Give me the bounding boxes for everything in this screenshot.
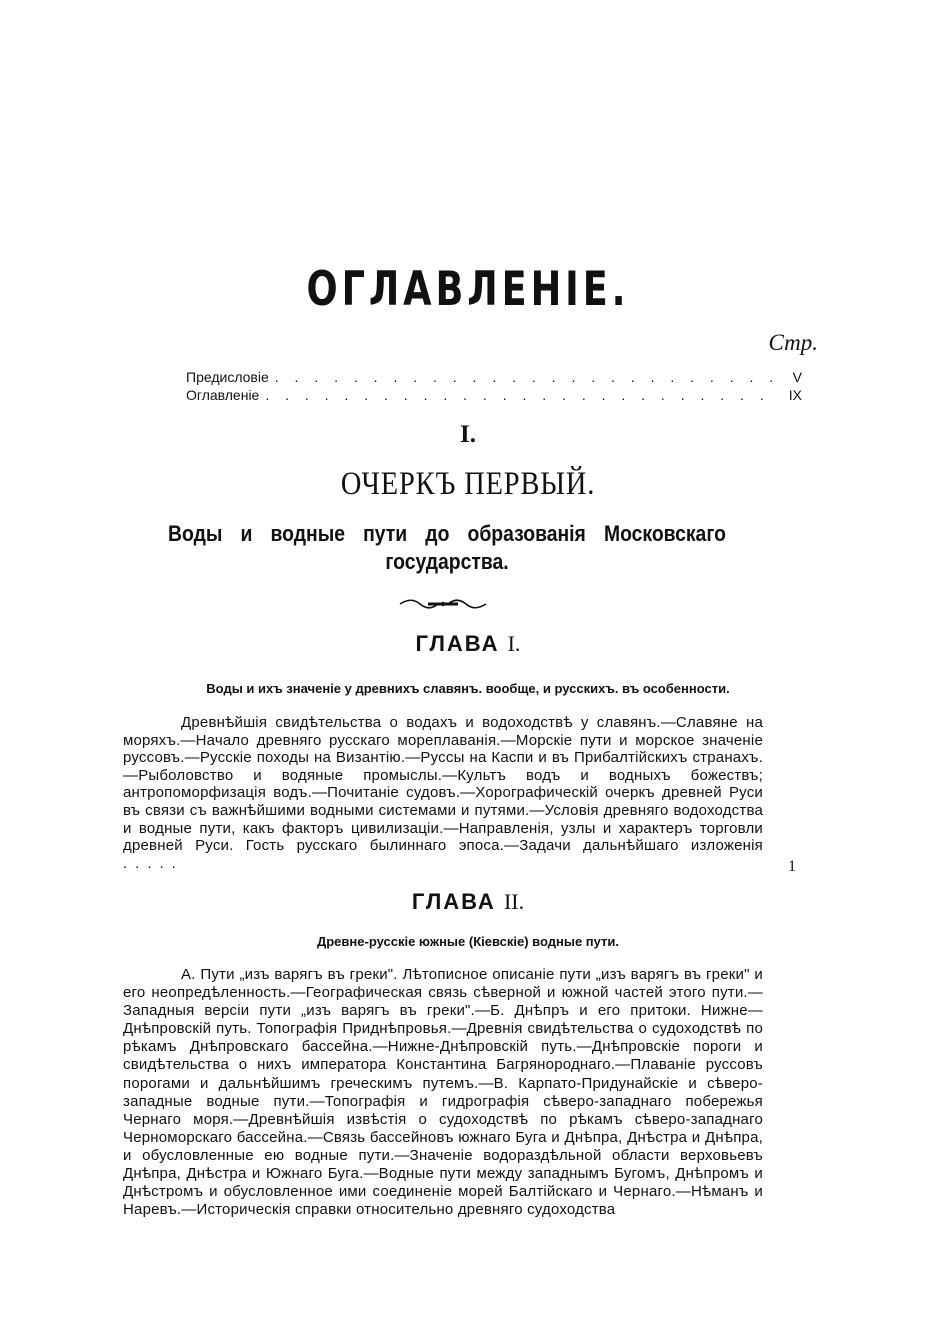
chapter-1-page: 1 — [788, 858, 796, 875]
chapter-1-summary — [123, 714, 763, 872]
toc-entry-page: IX — [788, 387, 802, 403]
toc-entry-label: Предисловіе — [186, 369, 269, 385]
chapter-number: II. — [503, 889, 525, 914]
leader-dots: ..... — [123, 854, 184, 872]
chapter-2-subtitle: Древне-русскіе южные (Кіевскіе) водные пути. — [316, 934, 619, 949]
chapter-label: ГЛАВА — [411, 889, 496, 914]
chapter-1-title — [0, 631, 936, 657]
toc-entry-contents[interactable] — [186, 387, 802, 407]
chapter-1-subtitle: Воды и ихъ значеніе у древнихъ славянъ. вообще, и русскихъ. въ особенности. — [206, 681, 730, 696]
toc-leader-dots — [259, 387, 780, 403]
toc-entry-preface[interactable] — [186, 369, 802, 389]
essay-title: ОЧЕРКЪ ПЕРВЫЙ. — [340, 466, 596, 502]
chapter-label: ГЛАВА — [415, 631, 500, 656]
page-column-label: Стр. — [768, 330, 818, 355]
ornament-divider — [398, 597, 488, 611]
toc-leader-dots — [269, 369, 780, 385]
page-title: ОГЛАВЛЕНІЕ. — [306, 262, 630, 317]
essay-numeral: I. — [460, 421, 476, 448]
chapter-2-title — [0, 889, 936, 915]
essay-subtitle: Воды и водные пути до образованія Московскаго государства. — [168, 521, 726, 574]
toc-entry-page: V — [792, 369, 802, 385]
chapter-2-summary: А. Пути „изъ варягъ въ греки". Лѣтописное описаніе пути „изъ варягъ въ греки" и его неопредѣленность.—Географическая связь сѣверной и южной частей этого пути.—Западныя версіи пути „изъ варягъ въ греки".—Б. Днѣпръ и его притоки. Нижне—Днѣпровскій путь. Топографія Приднѣпровья.—Древнія свидѣтельства о судоходствѣ по рѣкамъ Днѣпровскаго бассейна.—Нижне-Днѣпровскій путь.—Днѣпровскіе пороги и свидѣтельства о нихъ императора Константина Багрянороднаго.—Плаваніе руссовъ порогами и дальнѣйшимъ греческимъ путемъ.—В. Карпато-Придунайскіе и сѣверо-западные водные пути.—Топографія и гидрографія сѣверо-западнаго побережья Чернаго моря.—Древнѣйшія извѣстія о судоходствѣ по рѣкамъ сѣверо-западнаго Черноморскаго бассейна.—Связь бассейновъ южнаго Буга и Днѣпра, Днѣстра и Днѣпра, и обусловленные ею водные пути.—Значеніе водораздѣльной области верховьевъ Днѣпра, Днѣстра и Южнаго Буга.—Водные пути между западнымъ Бугомъ, Днѣпромъ и Днѣстромъ и обусловленное ими соединеніе морей Балтійскаго и Чернаго.—Нѣманъ и Наревъ.—Историческія справки относительно древняго судоходства — [123, 966, 763, 1219]
chapter-1-text: Древнѣйшія свидѣтельства о водахъ и водоходствѣ у славянъ.—Славяне на моряхъ.—Начало древняго русскаго мореплаванія.—Морскіе пути и морское значеніе руссовъ.—Русскіе походы на Византію.—Руссы на Каспи и въ Прибалтійскихъ странахъ.—Рыболовство и водяные промыслы.—Культъ водъ и водныхъ божествъ; антропоморфизація водъ.—Почитаніе судовъ.—Хорографическій очеркъ древней Руси въ связи съ важнѣйшими водными системами и путями.—Условія древняго водоходства и водные пути, какъ факторъ цивилизаціи.—Направленія, узлы и характеръ торговли древней Руси. Гость русскаго былиннаго эпоса.—Задачи дальнѣйшаго изложенія — [123, 714, 763, 855]
toc-entry-label: Оглавленіе — [186, 387, 260, 403]
chapter-number: I. — [507, 631, 521, 656]
